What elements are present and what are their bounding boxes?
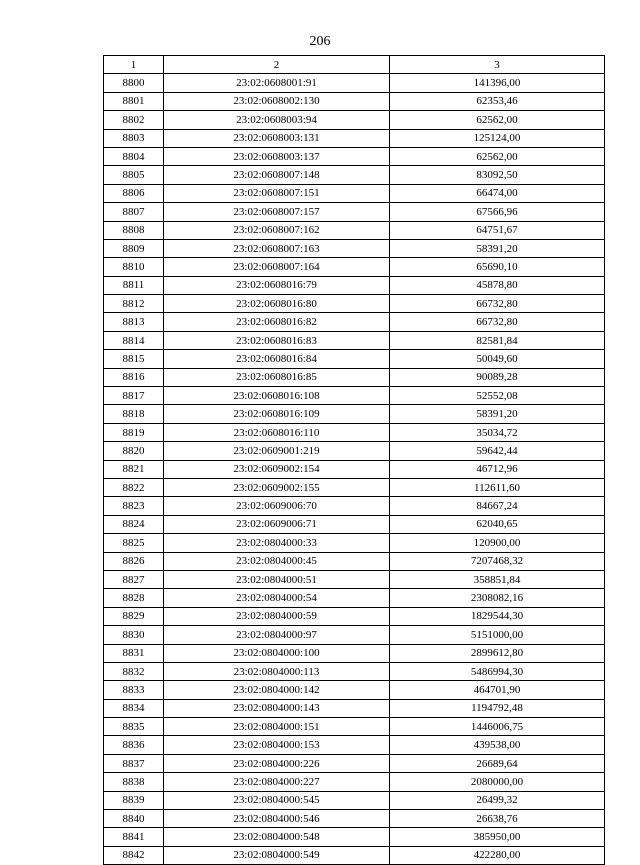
row-number-cell: 8804 <box>104 147 164 165</box>
table-row <box>104 828 605 846</box>
value-cell: 112611,60 <box>390 478 605 496</box>
row-number-cell: 8841 <box>104 828 164 846</box>
cadastral-number-cell: 23:02:0608016:82 <box>164 313 390 331</box>
table-row <box>104 276 605 294</box>
value-cell: 7207468,32 <box>390 552 605 570</box>
cadastral-number-cell: 23:02:0608007:151 <box>164 184 390 202</box>
cadastral-number-cell: 23:02:0804000:227 <box>164 773 390 791</box>
row-number-cell: 8814 <box>104 331 164 349</box>
cadastral-number-cell: 23:02:0804000:54 <box>164 589 390 607</box>
row-number-cell: 8831 <box>104 644 164 662</box>
cadastral-number-cell: 23:02:0608003:131 <box>164 129 390 147</box>
value-cell: 358851,84 <box>390 570 605 588</box>
row-number-cell: 8836 <box>104 736 164 754</box>
cadastral-number-cell: 23:02:0804000:113 <box>164 662 390 680</box>
cadastral-number-cell: 23:02:0804000:59 <box>164 607 390 625</box>
cadastral-number-cell: 23:02:0608007:162 <box>164 221 390 239</box>
value-cell: 1829544,30 <box>390 607 605 625</box>
value-cell: 2080000,00 <box>390 773 605 791</box>
row-number-cell: 8811 <box>104 276 164 294</box>
cadastral-number-cell: 23:02:0608016:85 <box>164 368 390 386</box>
value-cell: 35034,72 <box>390 423 605 441</box>
table-row <box>104 460 605 478</box>
row-number-cell: 8807 <box>104 203 164 221</box>
row-number-cell: 8803 <box>104 129 164 147</box>
value-cell: 422280,00 <box>390 846 605 864</box>
value-cell: 1446006,75 <box>390 718 605 736</box>
row-number-cell: 8809 <box>104 239 164 257</box>
row-number-cell: 8833 <box>104 681 164 699</box>
row-number-cell: 8827 <box>104 570 164 588</box>
row-number-cell: 8825 <box>104 534 164 552</box>
row-number-cell: 8808 <box>104 221 164 239</box>
table-row <box>104 810 605 828</box>
value-cell: 58391,20 <box>390 405 605 423</box>
cadastral-number-cell: 23:02:0608016:108 <box>164 387 390 405</box>
row-number-cell: 8805 <box>104 166 164 184</box>
table-row <box>104 846 605 864</box>
table-row <box>104 313 605 331</box>
row-number-cell: 8817 <box>104 387 164 405</box>
cadastral-number-cell: 23:02:0804000:545 <box>164 791 390 809</box>
value-cell: 58391,20 <box>390 239 605 257</box>
cadastral-number-cell: 23:02:0608016:84 <box>164 350 390 368</box>
cadastral-number-cell: 23:02:0609006:70 <box>164 497 390 515</box>
table-row <box>104 423 605 441</box>
table-row <box>104 442 605 460</box>
row-number-cell: 8821 <box>104 460 164 478</box>
value-cell: 26499,32 <box>390 791 605 809</box>
table-row <box>104 773 605 791</box>
row-number-cell: 8828 <box>104 589 164 607</box>
value-cell: 62353,46 <box>390 92 605 110</box>
cadastral-number-cell: 23:02:0608016:79 <box>164 276 390 294</box>
cadastral-number-cell: 23:02:0609002:154 <box>164 460 390 478</box>
row-number-cell: 8838 <box>104 773 164 791</box>
value-cell: 66474,00 <box>390 184 605 202</box>
value-cell: 385950,00 <box>390 828 605 846</box>
row-number-cell: 8834 <box>104 699 164 717</box>
row-number-cell: 8830 <box>104 626 164 644</box>
row-number-cell: 8815 <box>104 350 164 368</box>
value-cell: 46712,96 <box>390 460 605 478</box>
cadastral-number-cell: 23:02:0804000:548 <box>164 828 390 846</box>
cadastral-number-cell: 23:02:0609002:155 <box>164 478 390 496</box>
row-number-cell: 8842 <box>104 846 164 864</box>
value-cell: 66732,80 <box>390 295 605 313</box>
table-row <box>104 515 605 533</box>
table-row <box>104 699 605 717</box>
value-cell: 464701,90 <box>390 681 605 699</box>
value-cell: 67566,96 <box>390 203 605 221</box>
value-cell: 5486994,30 <box>390 662 605 680</box>
table-row <box>104 718 605 736</box>
table-row <box>104 295 605 313</box>
value-cell: 45878,80 <box>390 276 605 294</box>
table-row <box>104 239 605 257</box>
value-cell: 1194792,48 <box>390 699 605 717</box>
value-cell: 125124,00 <box>390 129 605 147</box>
table-row <box>104 92 605 110</box>
cadastral-number-cell: 23:02:0608007:164 <box>164 258 390 276</box>
cadastral-number-cell: 23:02:0609001:219 <box>164 442 390 460</box>
column-header-3: 3 <box>390 56 605 74</box>
cadastral-number-cell: 23:02:0804000:100 <box>164 644 390 662</box>
cadastral-number-cell: 23:02:0804000:151 <box>164 718 390 736</box>
cadastral-number-cell: 23:02:0804000:143 <box>164 699 390 717</box>
cadastral-number-cell: 23:02:0608007:148 <box>164 166 390 184</box>
value-cell: 83092,50 <box>390 166 605 184</box>
table-row <box>104 681 605 699</box>
table-row <box>104 478 605 496</box>
table-row <box>104 350 605 368</box>
value-cell: 120900,00 <box>390 534 605 552</box>
cadastral-number-cell: 23:02:0608016:83 <box>164 331 390 349</box>
value-cell: 84667,24 <box>390 497 605 515</box>
column-header-1: 1 <box>104 56 164 74</box>
table-row <box>104 405 605 423</box>
table-row <box>104 662 605 680</box>
row-number-cell: 8801 <box>104 92 164 110</box>
value-cell: 439538,00 <box>390 736 605 754</box>
row-number-cell: 8810 <box>104 258 164 276</box>
table-row <box>104 589 605 607</box>
table-row <box>104 74 605 92</box>
table-row <box>104 626 605 644</box>
table-row <box>104 607 605 625</box>
table-row <box>104 368 605 386</box>
column-header-2: 2 <box>164 56 390 74</box>
data-table <box>103 55 605 865</box>
table-row <box>104 736 605 754</box>
value-cell: 65690,10 <box>390 258 605 276</box>
row-number-cell: 8823 <box>104 497 164 515</box>
table-row <box>104 497 605 515</box>
table-row <box>104 534 605 552</box>
row-number-cell: 8832 <box>104 662 164 680</box>
table-row <box>104 387 605 405</box>
value-cell: 50049,60 <box>390 350 605 368</box>
table-row <box>104 147 605 165</box>
cadastral-number-cell: 23:02:0804000:142 <box>164 681 390 699</box>
table-row <box>104 129 605 147</box>
value-cell: 26689,64 <box>390 754 605 772</box>
row-number-cell: 8839 <box>104 791 164 809</box>
cadastral-number-cell: 23:02:0804000:546 <box>164 810 390 828</box>
row-number-cell: 8820 <box>104 442 164 460</box>
table-row <box>104 552 605 570</box>
table-row <box>104 331 605 349</box>
row-number-cell: 8837 <box>104 754 164 772</box>
cadastral-number-cell: 23:02:0609006:71 <box>164 515 390 533</box>
cadastral-number-cell: 23:02:0804000:51 <box>164 570 390 588</box>
value-cell: 66732,80 <box>390 313 605 331</box>
value-cell: 82581,84 <box>390 331 605 349</box>
value-cell: 62562,00 <box>390 111 605 129</box>
row-number-cell: 8802 <box>104 111 164 129</box>
value-cell: 64751,67 <box>390 221 605 239</box>
cadastral-number-cell: 23:02:0608003:94 <box>164 111 390 129</box>
value-cell: 141396,00 <box>390 74 605 92</box>
table-row <box>104 111 605 129</box>
value-cell: 2899612,80 <box>390 644 605 662</box>
cadastral-number-cell: 23:02:0608003:137 <box>164 147 390 165</box>
row-number-cell: 8835 <box>104 718 164 736</box>
cadastral-number-cell: 23:02:0608007:157 <box>164 203 390 221</box>
row-number-cell: 8826 <box>104 552 164 570</box>
row-number-cell: 8819 <box>104 423 164 441</box>
row-number-cell: 8812 <box>104 295 164 313</box>
table-row <box>104 258 605 276</box>
table-row <box>104 184 605 202</box>
table-row <box>104 570 605 588</box>
header-row <box>104 56 605 74</box>
table-row <box>104 203 605 221</box>
cadastral-number-cell: 23:02:0608007:163 <box>164 239 390 257</box>
value-cell: 2308082,16 <box>390 589 605 607</box>
value-cell: 59642,44 <box>390 442 605 460</box>
table-row <box>104 754 605 772</box>
cadastral-number-cell: 23:02:0804000:33 <box>164 534 390 552</box>
row-number-cell: 8818 <box>104 405 164 423</box>
value-cell: 5151000,00 <box>390 626 605 644</box>
row-number-cell: 8806 <box>104 184 164 202</box>
cadastral-number-cell: 23:02:0608016:80 <box>164 295 390 313</box>
value-cell: 52552,08 <box>390 387 605 405</box>
cadastral-number-cell: 23:02:0804000:45 <box>164 552 390 570</box>
cadastral-number-cell: 23:02:0608016:110 <box>164 423 390 441</box>
table-row <box>104 166 605 184</box>
row-number-cell: 8813 <box>104 313 164 331</box>
cadastral-number-cell: 23:02:0804000:97 <box>164 626 390 644</box>
cadastral-number-cell: 23:02:0804000:226 <box>164 754 390 772</box>
value-cell: 62562,00 <box>390 147 605 165</box>
row-number-cell: 8829 <box>104 607 164 625</box>
row-number-cell: 8800 <box>104 74 164 92</box>
page-number: 206 <box>309 34 331 49</box>
value-cell: 26638,76 <box>390 810 605 828</box>
table-row <box>104 644 605 662</box>
value-cell: 62040,65 <box>390 515 605 533</box>
row-number-cell: 8816 <box>104 368 164 386</box>
cadastral-number-cell: 23:02:0608016:109 <box>164 405 390 423</box>
cadastral-number-cell: 23:02:0608001:91 <box>164 74 390 92</box>
table-row <box>104 221 605 239</box>
row-number-cell: 8824 <box>104 515 164 533</box>
cadastral-number-cell: 23:02:0608002:130 <box>164 92 390 110</box>
row-number-cell: 8822 <box>104 478 164 496</box>
value-cell: 90089,28 <box>390 368 605 386</box>
table-row <box>104 791 605 809</box>
row-number-cell: 8840 <box>104 810 164 828</box>
table-body <box>104 56 605 865</box>
cadastral-number-cell: 23:02:0804000:153 <box>164 736 390 754</box>
cadastral-number-cell: 23:02:0804000:549 <box>164 846 390 864</box>
